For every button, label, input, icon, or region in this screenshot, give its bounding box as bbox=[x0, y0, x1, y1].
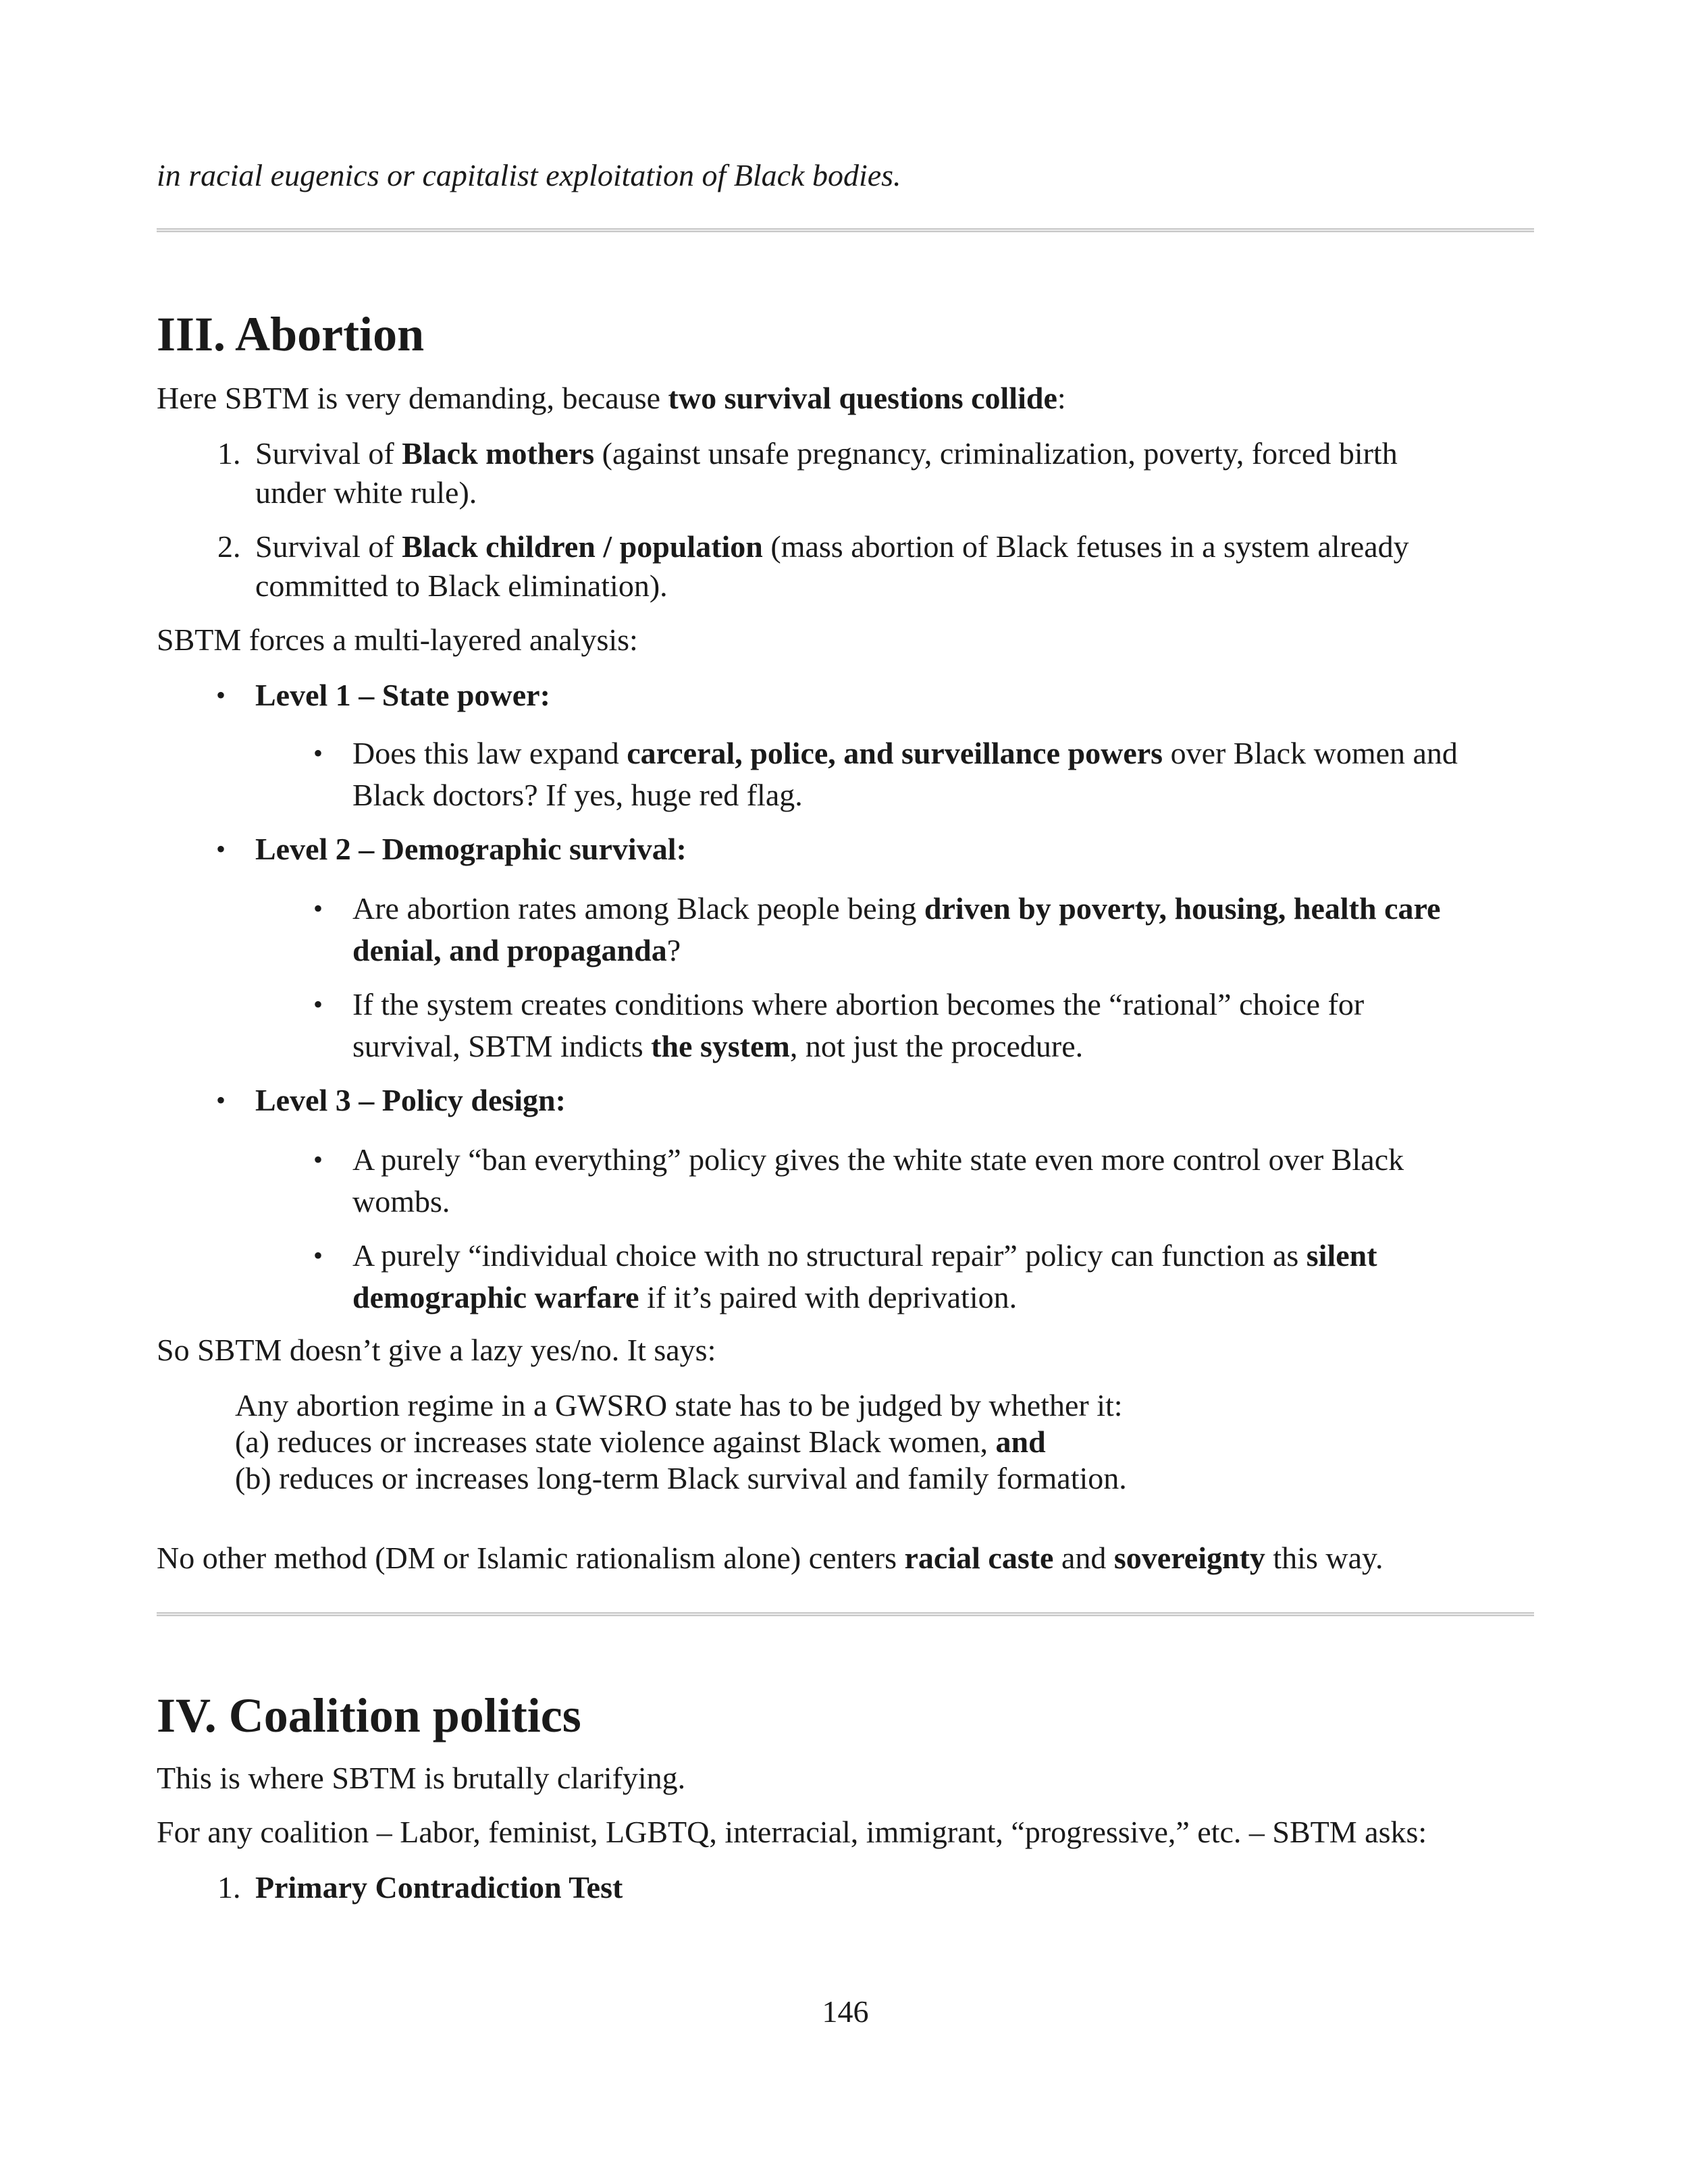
section-lead: Here SBTM is very demanding, because two survival questions collide: bbox=[157, 381, 1066, 415]
list-item-text-cont: under white rule). bbox=[255, 475, 477, 510]
list-item-text: Survival of Black children / population (mass abortion of Black fetuses in a system already bbox=[255, 529, 1409, 564]
level-label: Level 3 – Policy design: bbox=[255, 1083, 566, 1117]
sub-bullet-text-cont: demographic warfare if it’s paired with deprivation. bbox=[352, 1280, 1018, 1314]
bullet-icon: • bbox=[216, 834, 226, 864]
sub-bullet-text-cont: Black doctors? If yes, huge red flag. bbox=[352, 778, 803, 812]
sub-bullet-text-cont: denial, and propaganda? bbox=[352, 933, 681, 967]
bullet-icon: • bbox=[313, 1240, 323, 1271]
document-page bbox=[157, 0, 1534, 2184]
list-item-text-cont: committed to Black elimination). bbox=[255, 568, 668, 603]
sub-bullet-text: A purely “individual choice with no structural repair” policy can function as silent bbox=[352, 1238, 1377, 1273]
list-item-text: Survival of Black mothers (against unsafe pregnancy, criminalization, poverty, forced birth bbox=[255, 436, 1398, 471]
section-paragraph: For any coalition – Labor, feminist, LGBTQ, interracial, immigrant, “progressive,” etc. – SBTM asks: bbox=[157, 1815, 1427, 1849]
quote-line: (a) reduces or increases state violence against Black women, and bbox=[235, 1424, 1046, 1459]
sub-bullet-text-cont: survival, SBTM indicts the system, not just the procedure. bbox=[352, 1029, 1084, 1063]
level-label: Level 1 – State power: bbox=[255, 678, 550, 712]
section-divider bbox=[157, 228, 1534, 232]
sub-bullet-text: Does this law expand carceral, police, and surveillance powers over Black women and bbox=[352, 736, 1458, 770]
verdict-intro: So SBTM doesn’t give a lazy yes/no. It says: bbox=[157, 1333, 716, 1367]
sub-bullet-text: A purely “ban everything” policy gives the white state even more control over Black bbox=[352, 1142, 1404, 1177]
section-heading-abortion: III. Abortion bbox=[157, 307, 425, 361]
bullet-icon: • bbox=[313, 989, 323, 1019]
level-label: Level 2 – Demographic survival: bbox=[255, 832, 687, 866]
list-number: 2. bbox=[217, 529, 241, 564]
list-item-text: Primary Contradiction Test bbox=[255, 1870, 623, 1905]
section-heading-coalition: IV. Coalition politics bbox=[157, 1688, 581, 1742]
list-number: 1. bbox=[217, 436, 241, 471]
list-number: 1. bbox=[217, 1870, 241, 1905]
quote-line: Any abortion regime in a GWSRO state has to be judged by whether it: bbox=[235, 1388, 1123, 1422]
bullet-icon: • bbox=[313, 1144, 323, 1175]
analysis-intro: SBTM forces a multi-layered analysis: bbox=[157, 622, 638, 657]
bullet-icon: • bbox=[216, 1085, 226, 1115]
section-paragraph: This is where SBTM is brutally clarifying. bbox=[157, 1761, 686, 1795]
sub-bullet-text: Are abortion rates among Black people being driven by poverty, housing, health care bbox=[352, 891, 1441, 926]
bullet-icon: • bbox=[216, 680, 226, 710]
section-divider bbox=[157, 1612, 1534, 1616]
bullet-icon: • bbox=[313, 893, 323, 924]
closing-paragraph: No other method (DM or Islamic rationalism alone) centers racial caste and sovereignty this way. bbox=[157, 1541, 1383, 1575]
sub-bullet-text-cont: wombs. bbox=[352, 1184, 450, 1219]
bullet-icon: • bbox=[313, 738, 323, 768]
quote-line: (b) reduces or increases long-term Black survival and family formation. bbox=[235, 1461, 1127, 1495]
page-number: 146 bbox=[822, 1994, 869, 2029]
intro-text: in racial eugenics or capitalist exploitation of Black bodies. bbox=[157, 158, 901, 192]
sub-bullet-text: If the system creates conditions where abortion becomes the “rational” choice for bbox=[352, 987, 1365, 1021]
